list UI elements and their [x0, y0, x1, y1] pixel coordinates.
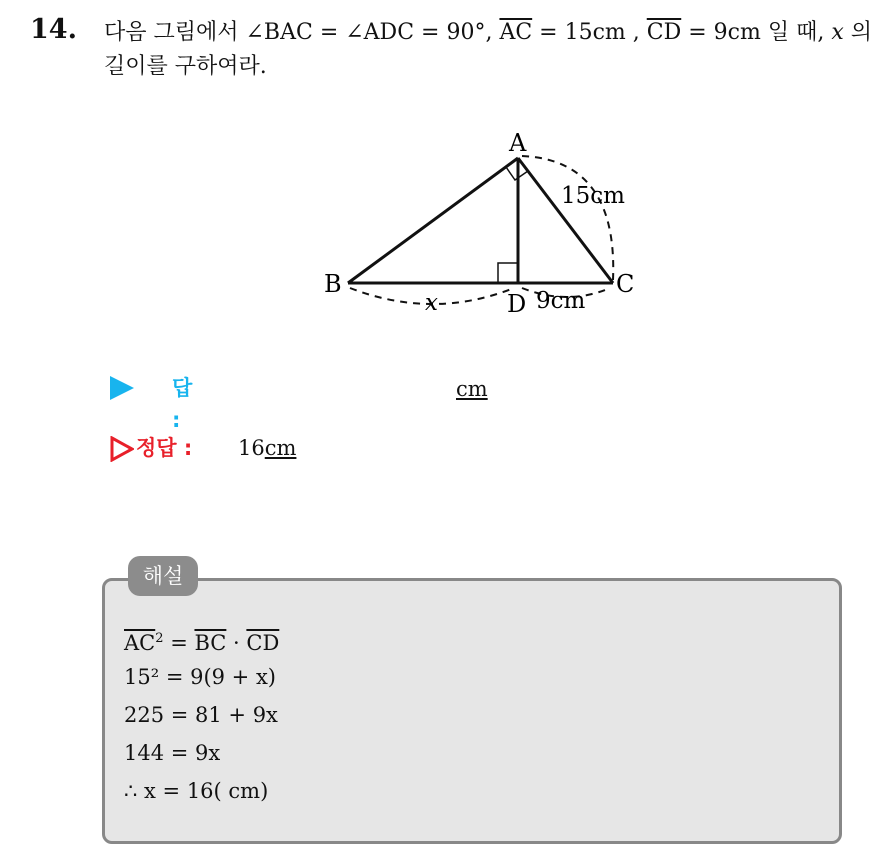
- vertex-d-label: D: [507, 290, 527, 318]
- solution-line-3: 225 = 81 + 9x: [124, 703, 278, 727]
- arc-ac: [522, 156, 613, 280]
- vertex-b-label: B: [324, 270, 342, 298]
- right-angle-d: [498, 263, 518, 283]
- edge-ab: [348, 158, 518, 283]
- answer-unit[interactable]: cm: [456, 377, 488, 401]
- question-number: 14.: [30, 14, 77, 45]
- question-text: 다음 그림에서 ∠BAC = ∠ADC = 90°, $\overline{AC} = 15cm$ , $\overline{CD} = 9cm$ 일 때, x 의 길이를 구하여라.: [104, 20, 872, 79]
- solution-steps: [124, 620, 279, 810]
- length-dc-label: 9cm: [536, 288, 586, 314]
- correct-answer-value: 16cm: [238, 436, 297, 460]
- length-ac-label: 15cm: [561, 183, 625, 209]
- length-bd-label: x: [425, 290, 438, 316]
- solution-tag: 해설: [128, 556, 198, 596]
- answer-label: 답 :: [172, 376, 193, 432]
- solution-line-2: 15² = 9(9 + x): [124, 665, 276, 689]
- vertex-a-label: A: [509, 129, 527, 157]
- solution-line-5: ∴ x = 16( cm): [124, 779, 269, 803]
- correct-answer-label: 정답 :: [136, 436, 193, 460]
- variable-x: x: [831, 20, 844, 45]
- solution-line-4: 144 = 9x: [124, 741, 221, 765]
- segment-ac: $\overline{AC}$: [499, 20, 533, 45]
- triangle-figure: [300, 120, 660, 330]
- outline-triangle-icon: [110, 436, 134, 462]
- vertex-c-label: C: [616, 270, 635, 298]
- segment-cd: $\overline{CD}$: [646, 20, 682, 45]
- play-triangle-icon: [110, 376, 134, 400]
- answer-row: [110, 372, 488, 432]
- solution-line-1: $\overline{AC}^2 = \overline{BC} \cdot \overline{CD}$: [124, 631, 280, 655]
- edge-ac: [518, 158, 613, 283]
